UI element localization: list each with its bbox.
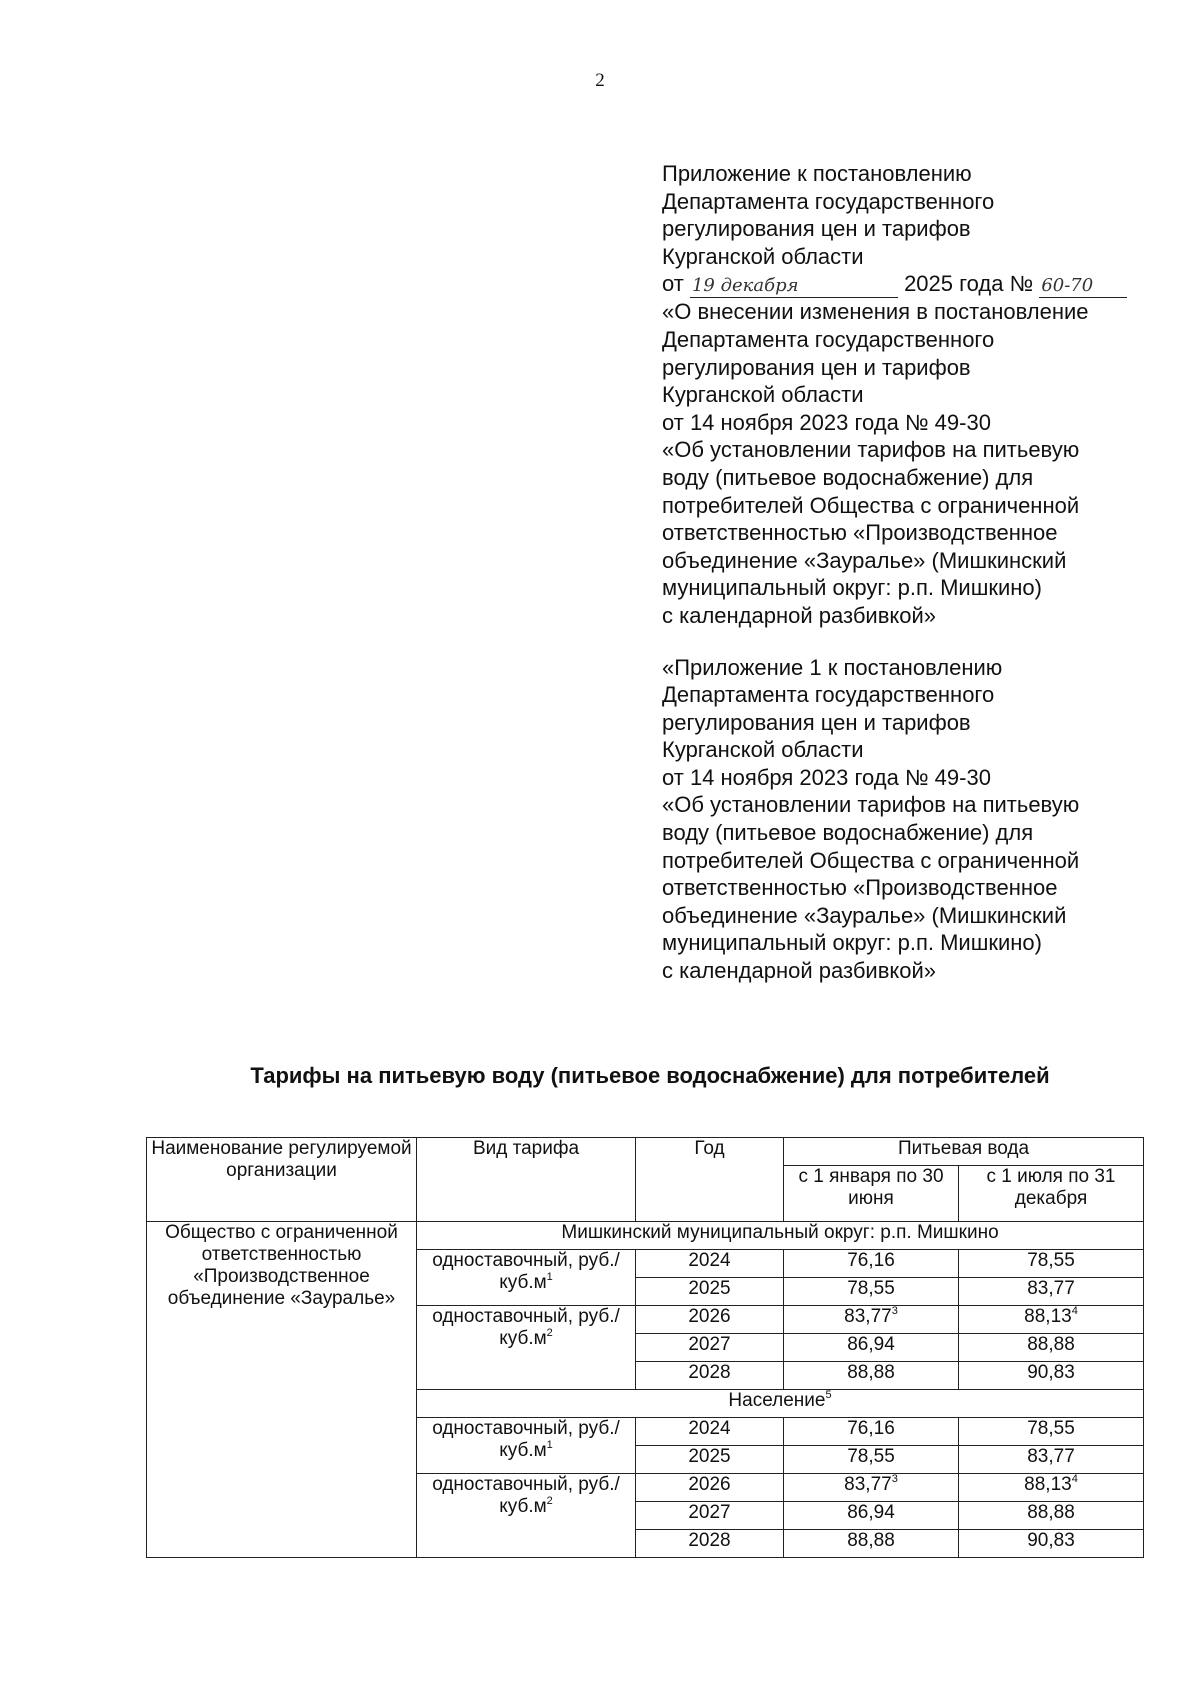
appendix-line: Курганской области: [662, 737, 864, 763]
tariff-type-cell: одноставочный, $руб./куб.м^2$: [417, 1474, 636, 1558]
organization-name: Общество с ограниченной ответственностью «Производственное объединение «Зауралье»: [147, 1222, 417, 1558]
appendix-line: воду (питьевое водоснабжение) для: [662, 464, 1034, 490]
tariff-type-cell: одноставочный, $руб./куб.м^2$: [417, 1306, 636, 1390]
value-period-1: 86,94: [784, 1502, 959, 1530]
appendix-line: с календарной разбивкой»: [662, 958, 937, 984]
appendix-line: Департамента государственного: [662, 188, 995, 214]
value-period-1: 78,55: [784, 1278, 959, 1306]
appendix-line: Курганской области: [662, 243, 864, 269]
value-period-2: 78,55: [959, 1250, 1144, 1278]
value-period-1: 88,88: [784, 1362, 959, 1390]
year-cell: 2028: [636, 1362, 784, 1390]
year-cell: 2024: [636, 1250, 784, 1278]
appendix-line: «Приложение 1 к постановлению: [662, 654, 1003, 680]
tariff-type-cell: одноставочный, $руб./куб.м^1$: [417, 1250, 636, 1306]
value-period-2: 88,88: [959, 1502, 1144, 1530]
appendix-line: регулирования цен и тарифов: [662, 709, 971, 735]
appendix-line: объединение «Зауралье» (Мишкинский: [662, 547, 1067, 573]
appendix-line: регулирования цен и тарифов: [662, 216, 971, 242]
appendix-line: с календарной разбивкой»: [662, 602, 937, 628]
header-tariff-type: Вид тарифа: [417, 1138, 636, 1222]
year-cell: 2026: [636, 1306, 784, 1334]
value-period-1: 76,16: [784, 1418, 959, 1446]
appendix-line: воду (питьевое водоснабжение) для: [662, 820, 1034, 846]
appendix-line: регулирования цен и тарифов: [662, 354, 971, 380]
year-cell: 2028: [636, 1530, 784, 1558]
appendix-line: «Об установлении тарифов на питьевую: [662, 437, 1080, 463]
year-cell: 2027: [636, 1334, 784, 1362]
value-period-2: 90,83: [959, 1362, 1144, 1390]
appendix-line: Приложение к постановлению: [662, 161, 972, 186]
tariff-table: [146, 1137, 1144, 1558]
value-period-1: 83,77$^3$: [784, 1306, 959, 1334]
handwritten-date: [690, 274, 898, 298]
appendix-line: объединение «Зауралье» (Мишкинский: [662, 902, 1067, 928]
appendix-line: муниципальный округ: р.п. Мишкино): [662, 575, 1042, 601]
appendix-line: потребителей Общества с ограниченной: [662, 492, 1080, 518]
value-period-1: 76,16: [784, 1250, 959, 1278]
header-org: Наименование регулируемой организации: [147, 1138, 417, 1222]
value-period-2: 90,83: [959, 1530, 1144, 1558]
appendix-line: потребителей Общества с ограниченной: [662, 847, 1080, 873]
value-period-1: 86,94: [784, 1334, 959, 1362]
date-middle: 2025 года №: [897, 271, 1040, 297]
header-period-2: с 1 июля по 31 декабря: [959, 1166, 1144, 1222]
year-cell: 2025: [636, 1278, 784, 1306]
appendix-line: Департамента государственного: [662, 682, 995, 708]
header-year: Год: [636, 1138, 784, 1222]
value-period-2: 78,55: [959, 1418, 1144, 1446]
header-period-1: с 1 января по 30 июня: [784, 1166, 959, 1222]
value-period-1: 83,77$^3$: [784, 1474, 959, 1502]
value-period-1: 78,55: [784, 1446, 959, 1474]
handwritten-number-text: 60-70: [1041, 275, 1094, 297]
appendix-line: Курганской области: [662, 382, 864, 408]
section-title: Население$^5$: [417, 1390, 1144, 1418]
appendix-line: «Об установлении тарифов на питьевую: [662, 792, 1080, 818]
value-period-2: 88,13$^4$: [959, 1474, 1144, 1502]
handwritten-date-text: 19 декабря: [691, 275, 799, 297]
table-title: Тарифы на питьевую воду (питьевое водоснабжение) для потребителей: [250, 1063, 1050, 1088]
value-period-2: 88,88: [959, 1334, 1144, 1362]
appendix-line: от 14 ноября 2023 года № 49-30: [662, 764, 991, 790]
appendix-line: «О внесении изменения в постановление: [662, 299, 1089, 325]
value-period-2: 83,77: [959, 1446, 1144, 1474]
appendix-date-line: [662, 270, 1182, 298]
appendix-line: ответственностью «Производственное: [662, 875, 1058, 901]
year-cell: 2027: [636, 1502, 784, 1530]
value-period-2: 83,77: [959, 1278, 1144, 1306]
value-period-2: 88,13$^4$: [959, 1306, 1144, 1334]
page-number: 2: [595, 70, 605, 91]
appendix-line: ответственностью «Производственное: [662, 520, 1058, 546]
value-period-1: 88,88: [784, 1530, 959, 1558]
year-cell: 2025: [636, 1446, 784, 1474]
year-cell: 2024: [636, 1418, 784, 1446]
appendix-line: Департамента государственного: [662, 326, 995, 352]
handwritten-number: [1039, 274, 1127, 298]
section-title: Мишкинский муниципальный округ: р.п. Мишкино: [417, 1222, 1144, 1250]
appendix-line: муниципальный округ: р.п. Мишкино): [662, 930, 1042, 956]
appendix-header: [662, 160, 1182, 985]
date-prefix: от: [662, 271, 690, 297]
appendix-line: от 14 ноября 2023 года № 49-30: [662, 409, 991, 435]
tariff-type-cell: одноставочный, $руб./куб.м^1$: [417, 1418, 636, 1474]
header-water: Питьевая вода: [784, 1138, 1144, 1166]
year-cell: 2026: [636, 1474, 784, 1502]
